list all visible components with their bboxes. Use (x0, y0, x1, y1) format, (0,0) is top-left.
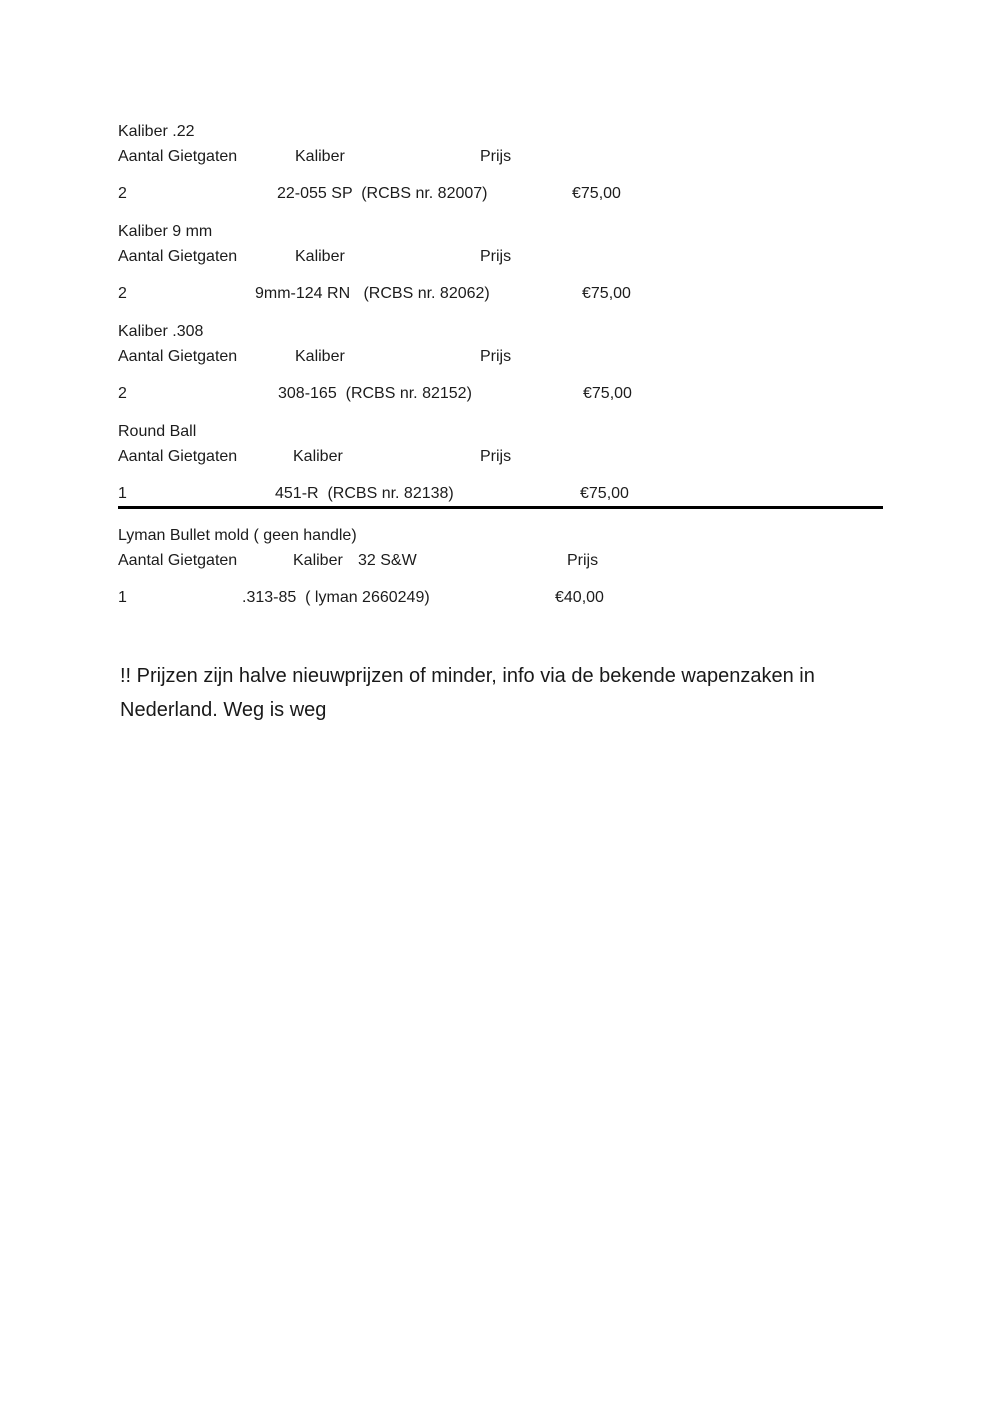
row-kaliber-value: 308-165 (RCBS nr. 82152) (278, 385, 472, 402)
row-aantal-value: 2 (118, 285, 127, 302)
row-kaliber-value: 9mm-124 RN (RCBS nr. 82062) (255, 285, 490, 302)
column-header-prijs: Prijs (480, 448, 512, 465)
column-header-kaliber-detail: 32 S&W (358, 552, 417, 569)
column-header-prijs: Prijs (480, 248, 512, 265)
row-kaliber-value: .313-85 ( lyman 2660249) (242, 589, 430, 606)
row-aantal-value: 1 (118, 589, 127, 606)
column-header-aantal-gietgaten: Aantal Gietgaten (118, 248, 238, 265)
column-header-kaliber: Kaliber (293, 552, 343, 569)
row-kaliber-value: 22-055 SP (RCBS nr. 82007) (277, 185, 488, 202)
section-title: Round Ball (118, 423, 197, 440)
column-header-kaliber: Kaliber (295, 148, 345, 165)
row-prijs-value: €75,00 (583, 385, 632, 402)
footer-note-line-1: !! Prijzen zijn halve nieuwprijzen of minder, info via de bekende wapenzaken in (120, 665, 815, 687)
column-header-aantal-gietgaten: Aantal Gietgaten (118, 148, 238, 165)
row-prijs-value: €75,00 (582, 285, 631, 302)
row-prijs-value: €75,00 (580, 485, 629, 502)
section-title: Kaliber 9 mm (118, 223, 213, 240)
section-title: Lyman Bullet mold ( geen handle) (118, 527, 357, 544)
column-header-aantal-gietgaten: Aantal Gietgaten (118, 552, 238, 569)
row-prijs-value: €75,00 (572, 185, 621, 202)
section-divider-rule (118, 506, 883, 509)
column-header-kaliber: Kaliber (293, 448, 343, 465)
row-kaliber-value: 451-R (RCBS nr. 82138) (275, 485, 454, 502)
row-aantal-value: 2 (118, 185, 127, 202)
column-header-prijs: Prijs (480, 148, 512, 165)
column-header-prijs: Prijs (567, 552, 599, 569)
row-aantal-value: 2 (118, 385, 127, 402)
footer-note-line-2: Nederland. Weg is weg (120, 699, 327, 721)
row-prijs-value: €40,00 (555, 589, 604, 606)
column-header-aantal-gietgaten: Aantal Gietgaten (118, 448, 238, 465)
column-header-kaliber: Kaliber (295, 348, 345, 365)
column-header-kaliber: Kaliber (295, 248, 345, 265)
section-title: Kaliber .22 (118, 123, 195, 140)
section-title: Kaliber .308 (118, 323, 204, 340)
row-aantal-value: 1 (118, 485, 127, 502)
column-header-aantal-gietgaten: Aantal Gietgaten (118, 348, 238, 365)
column-header-prijs: Prijs (480, 348, 512, 365)
